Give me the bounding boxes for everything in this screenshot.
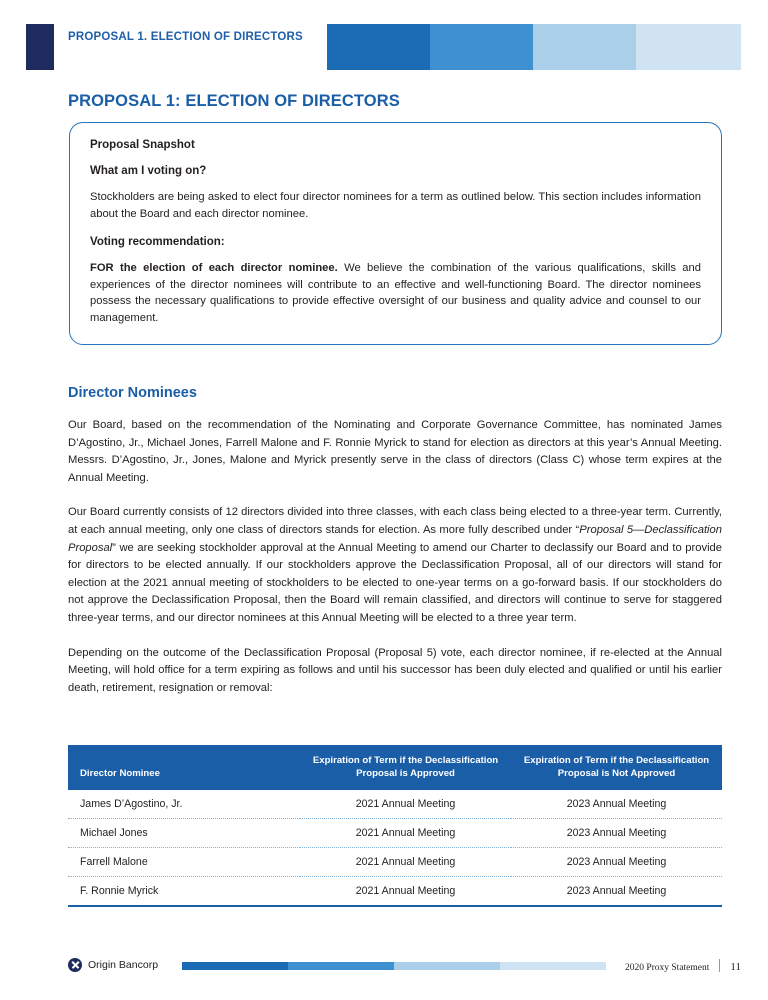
table-row [68, 848, 722, 877]
paragraph-2-italic-reference: Proposal 5—Declassification Proposal [68, 523, 722, 554]
cell-approved: 2021 Annual Meeting [300, 848, 511, 877]
proposal-snapshot-box [69, 122, 722, 345]
page-number: 11 [730, 961, 741, 973]
table-row [68, 819, 722, 848]
section-heading-director-nominees: Director Nominees [68, 385, 197, 401]
cell-nominee: Farrell Malone [68, 848, 300, 877]
body-copy [68, 417, 722, 714]
snapshot-recommendation-body: We believe the combination of the various qualifications, skills and experiences of the director nominees will contribute to an effective and well-functioning Board. The director nominees possess the necessary qualifications to provide effective oversight of our business and quality advice and counsel to our management. [90, 262, 701, 324]
cell-nominee: Michael Jones [68, 819, 300, 848]
header-navy-block [26, 24, 54, 70]
header-swatch-2 [430, 24, 533, 70]
paragraph-3: Depending on the outcome of the Declassification Proposal (Proposal 5) vote, each director nominee, if re-elected at the Annual Meeting, will hold office for a term expiring as follows and until his successor has been duly elected and qualified or until his earlier death, retirement, resignation or removal: [68, 646, 722, 694]
director-nominee-table [68, 745, 722, 907]
cell-nominee: James D’Agostino, Jr. [68, 790, 300, 819]
header-swatch-3 [533, 24, 636, 70]
cell-not-approved: 2023 Annual Meeting [511, 848, 722, 877]
cell-approved: 2021 Annual Meeting [300, 790, 511, 819]
table-header-nominee: Director Nominee [68, 745, 300, 790]
company-logo [68, 958, 158, 972]
cell-not-approved: 2023 Annual Meeting [511, 877, 722, 907]
cell-not-approved: 2023 Annual Meeting [511, 790, 722, 819]
footer-meta [625, 957, 741, 973]
paragraph-1: Our Board, based on the recommendation of the Nominating and Corporate Governance Committee, has nominated James D’Agostino, Jr., Michael Jones, Farrell Malone and F. Ronnie Myrick to stand for election as directors at this year’s Annual Meeting. Messrs. D’Agostino, Jr., Jones, Malone and Myrick presently serve in the class of directors (Class C) whose term expires at the Annual Meeting. [68, 419, 722, 484]
page-header [0, 24, 768, 70]
table-row [68, 877, 722, 907]
snapshot-answer: Stockholders are being asked to elect four director nominees for a term as outlined below. This section includes information about the Board and each director nominee. [90, 191, 701, 220]
table-header-row [68, 745, 722, 790]
running-header-title: PROPOSAL 1. ELECTION OF DIRECTORS [68, 31, 303, 43]
footer-bar-4 [500, 962, 606, 970]
snapshot-recommendation [90, 260, 701, 326]
footer-bar-1 [182, 962, 288, 970]
header-color-swatches [327, 24, 741, 70]
page-footer [0, 958, 768, 978]
cell-approved: 2021 Annual Meeting [300, 819, 511, 848]
document-name: 2020 Proxy Statement [624, 963, 710, 973]
cell-approved: 2021 Annual Meeting [300, 877, 511, 907]
paragraph-2-part-a: Our Board currently consists of 12 directors divided into three classes, with each class being elected to a three-year term. Currently, at each annual meeting, only one class of directors stands for election. As more fully described under “ [68, 506, 722, 536]
director-nominee-table-wrapper [68, 745, 722, 907]
snapshot-question: What am I voting on? [90, 165, 207, 177]
cell-not-approved: 2023 Annual Meeting [511, 819, 722, 848]
origin-x-logo-icon [68, 958, 82, 972]
company-name: Origin Bancorp [88, 959, 159, 971]
header-swatch-4 [636, 24, 741, 70]
paragraph-2 [68, 504, 722, 627]
cell-nominee: F. Ronnie Myrick [68, 877, 300, 907]
page-title: PROPOSAL 1: ELECTION OF DIRECTORS [68, 92, 400, 110]
paragraph-2-part-b: ” we are seeking stockholder approval at the Annual Meeting to amend our Charter to declassify our Board and to provide for directors to be elected annually. If our stockholders approve the Declassification Proposal, all of our directors will stand for election at the 2021 annual meeting of stockholders to be elected to one-year terms on a go-forward basis. If our stockholders do not approve the Declassification Proposal, then the Board will remain classified, and directors will continue to serve for staggered three-year terms, and our director nominees at this Annual Meeting will be elected to a three year term. [68, 541, 722, 624]
footer-divider [719, 959, 720, 972]
table-header-approved: Expiration of Term if the Declassification Proposal is Approved [300, 745, 511, 790]
footer-bar-2 [288, 962, 394, 970]
snapshot-recommendation-label: Voting recommendation: [90, 236, 225, 248]
header-swatch-1 [327, 24, 430, 70]
table-row [68, 790, 722, 819]
footer-bar-3 [394, 962, 500, 970]
snapshot-heading: Proposal Snapshot [90, 139, 195, 151]
table-header-not-approved: Expiration of Term if the Declassification Proposal is Not Approved [511, 745, 722, 790]
snapshot-recommendation-lead: FOR the election of each director nominee. [90, 262, 338, 274]
footer-color-bars [182, 962, 606, 970]
